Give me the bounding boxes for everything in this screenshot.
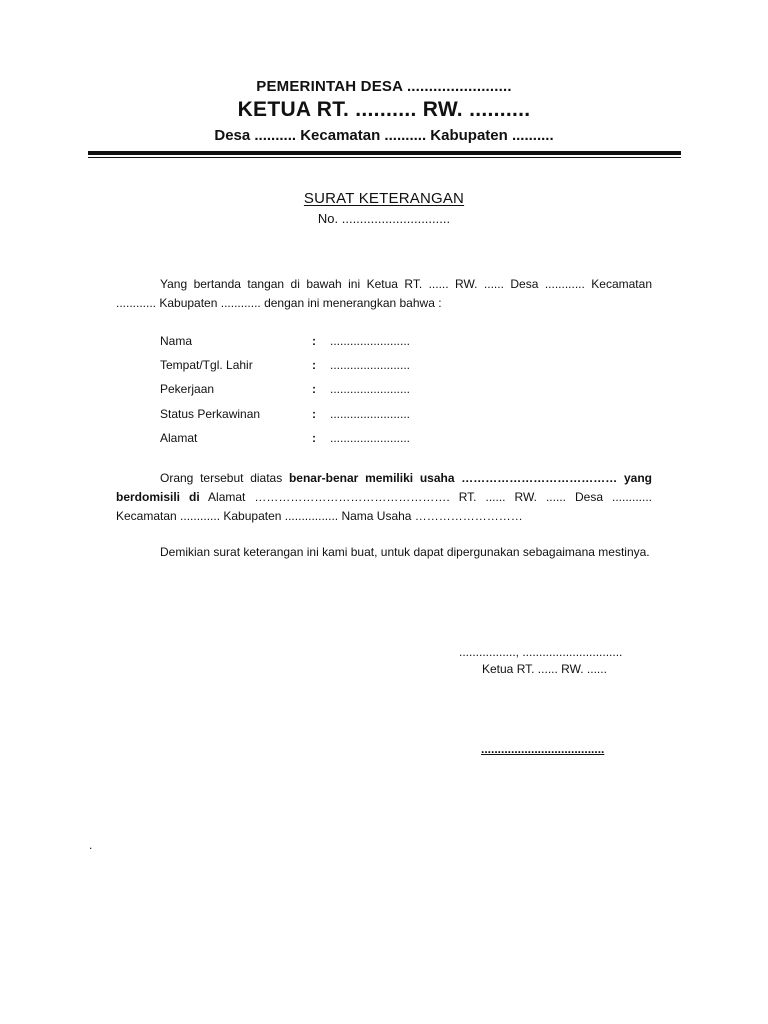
- field-colon: :: [312, 334, 316, 349]
- letterhead-government: PEMERINTAH DESA ........................: [256, 78, 512, 95]
- field-label: Status Perkawinan: [160, 406, 261, 421]
- opening-text: Yang bertanda tangan di bawah ini Ketua RT. ...... RW. ...... Desa ............ Kecamatan ............ Kabupaten ............ dengan ini menerangkan bahwa :: [116, 277, 652, 310]
- field-row-pekerjaan: [160, 377, 450, 401]
- field-row-nama: [160, 329, 450, 353]
- closing-text: Demikian surat keterangan ini kami buat, untuk dapat dipergunakan sebagaimana mestinya.: [160, 545, 650, 559]
- identity-fields: [160, 329, 450, 450]
- field-label: Pekerjaan: [160, 382, 215, 397]
- letterhead-divider-thin: [88, 157, 681, 158]
- field-value: ........................: [330, 382, 411, 397]
- field-label: Alamat: [160, 430, 198, 445]
- field-row-tempat-tgl-lahir: [160, 353, 450, 377]
- letterhead-address: Desa .......... Kecamatan .......... Kabupaten ..........: [214, 127, 554, 144]
- statement-paragraph: [116, 469, 652, 526]
- field-colon: :: [312, 406, 316, 421]
- letterhead-divider-thick: [88, 151, 681, 155]
- signature-name-line: .....................................: [481, 742, 605, 756]
- closing-paragraph: [116, 543, 652, 562]
- field-label: Nama: [160, 334, 193, 349]
- field-row-status-perkawinan: [160, 402, 450, 426]
- field-value: ........................: [330, 406, 411, 421]
- field-row-alamat: [160, 426, 450, 450]
- field-label: Tempat/Tgl. Lahir: [160, 358, 253, 373]
- document-title: SURAT KETERANGAN: [303, 190, 465, 207]
- document-number: No. ..............................: [317, 211, 451, 226]
- field-value: ........................: [330, 334, 411, 349]
- field-value: ........................: [330, 430, 411, 445]
- signature-place-date: ................., ..............................: [459, 645, 623, 659]
- letterhead: [0, 78, 768, 144]
- document-title-block: [0, 190, 768, 226]
- letterhead-rt-rw: KETUA RT. .......... RW. ..........: [237, 98, 531, 121]
- field-colon: :: [312, 382, 316, 397]
- signature-position: Ketua RT. ...... RW. ......: [482, 662, 607, 676]
- statement-text-bold: benar-benar memiliki usaha ………………………………… yang berdomisili di: [116, 471, 653, 504]
- footer-mark: .: [89, 838, 93, 852]
- opening-paragraph: [116, 275, 652, 313]
- field-value: ........................: [330, 358, 411, 373]
- field-colon: :: [312, 358, 316, 373]
- statement-text-end: Alamat …………………………………………. RT. ...... RW. ...... Desa ............ Kecamatan ............ Kabupaten ................ Nama Usaha ………………………: [116, 490, 652, 523]
- statement-text-start: Orang tersebut diatas: [160, 471, 289, 485]
- field-colon: :: [312, 430, 316, 445]
